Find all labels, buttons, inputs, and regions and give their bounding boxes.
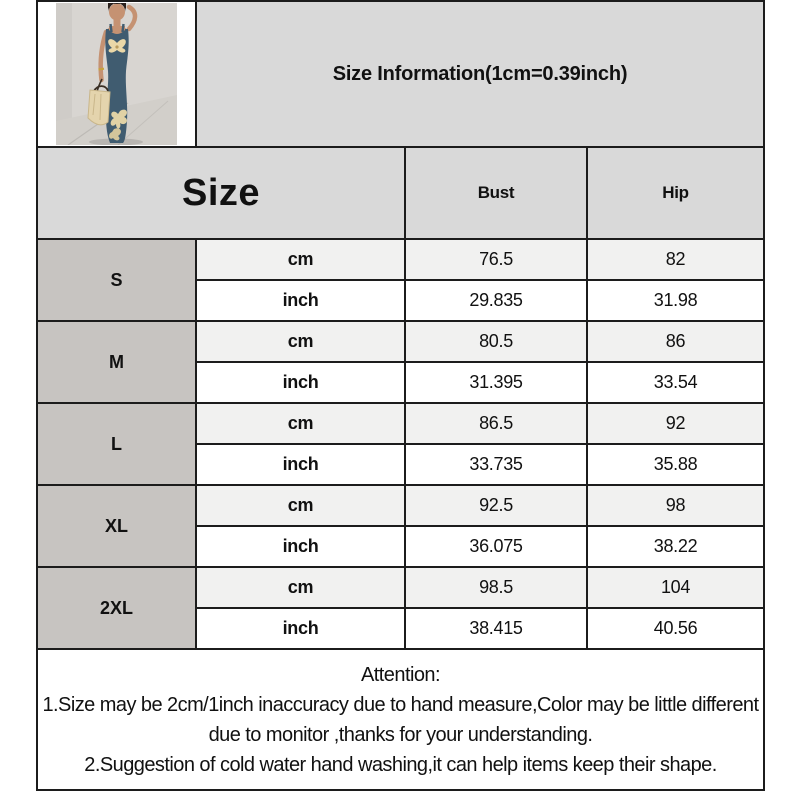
bust-value: 86.5 [405,403,587,444]
hip-value: 104 [587,567,764,608]
unit-label: inch [196,362,405,403]
bust-value: 36.075 [405,526,587,567]
hip-value: 35.88 [587,444,764,485]
hip-value: 33.54 [587,362,764,403]
table-row [37,321,764,362]
size-row-label-xl: XL [37,485,196,567]
hip-value: 38.22 [587,526,764,567]
size-header-label: Size [181,171,261,214]
size-col-header [37,147,405,239]
hip-value: 40.56 [587,608,764,649]
table-row [37,403,764,444]
hip-value: 98 [587,485,764,526]
unit-label: cm [196,403,405,444]
product-photo-illustration [56,3,177,145]
attention-item-2: 2.Suggestion of cold water hand washing,it can help items keep their shape. [84,753,717,776]
table-row [37,485,764,526]
bust-col-header: Bust [405,147,587,239]
bust-value: 31.395 [405,362,587,403]
unit-label: cm [196,239,405,280]
attention-heading: Attention: [361,663,441,686]
size-row-label-l: L [37,403,196,485]
hip-col-header: Hip [587,147,764,239]
unit-label: inch [196,608,405,649]
size-row-label-m: M [37,321,196,403]
unit-label: cm [196,321,405,362]
attention-item-1: 1.Size may be 2cm/1inch inaccuracy due to hand measure,Color may be little different due to monitor ,thanks for your understanding. [42,693,759,746]
bust-value: 29.835 [405,280,587,321]
bust-value: 33.735 [405,444,587,485]
unit-label: cm [196,567,405,608]
size-info-header [196,1,764,147]
bust-value: 80.5 [405,321,587,362]
hip-value: 82 [587,239,764,280]
product-photo-frame [38,2,195,146]
size-row-label-2xl: 2XL [37,567,196,649]
unit-label: inch [196,280,405,321]
attention-note [37,649,764,790]
table-row [37,239,764,280]
bust-value: 38.415 [405,608,587,649]
bust-value: 76.5 [405,239,587,280]
bust-value: 92.5 [405,485,587,526]
size-row-label-s: S [37,239,196,321]
size-info-title: Size Information(1cm=0.39inch) [332,62,628,85]
bust-value: 98.5 [405,567,587,608]
table-row [37,567,764,608]
unit-label: inch [196,444,405,485]
hip-value: 86 [587,321,764,362]
hip-value: 31.98 [587,280,764,321]
unit-label: cm [196,485,405,526]
size-chart-table [36,0,765,791]
unit-label: inch [196,526,405,567]
product-photo [37,1,196,147]
hip-value: 92 [587,403,764,444]
